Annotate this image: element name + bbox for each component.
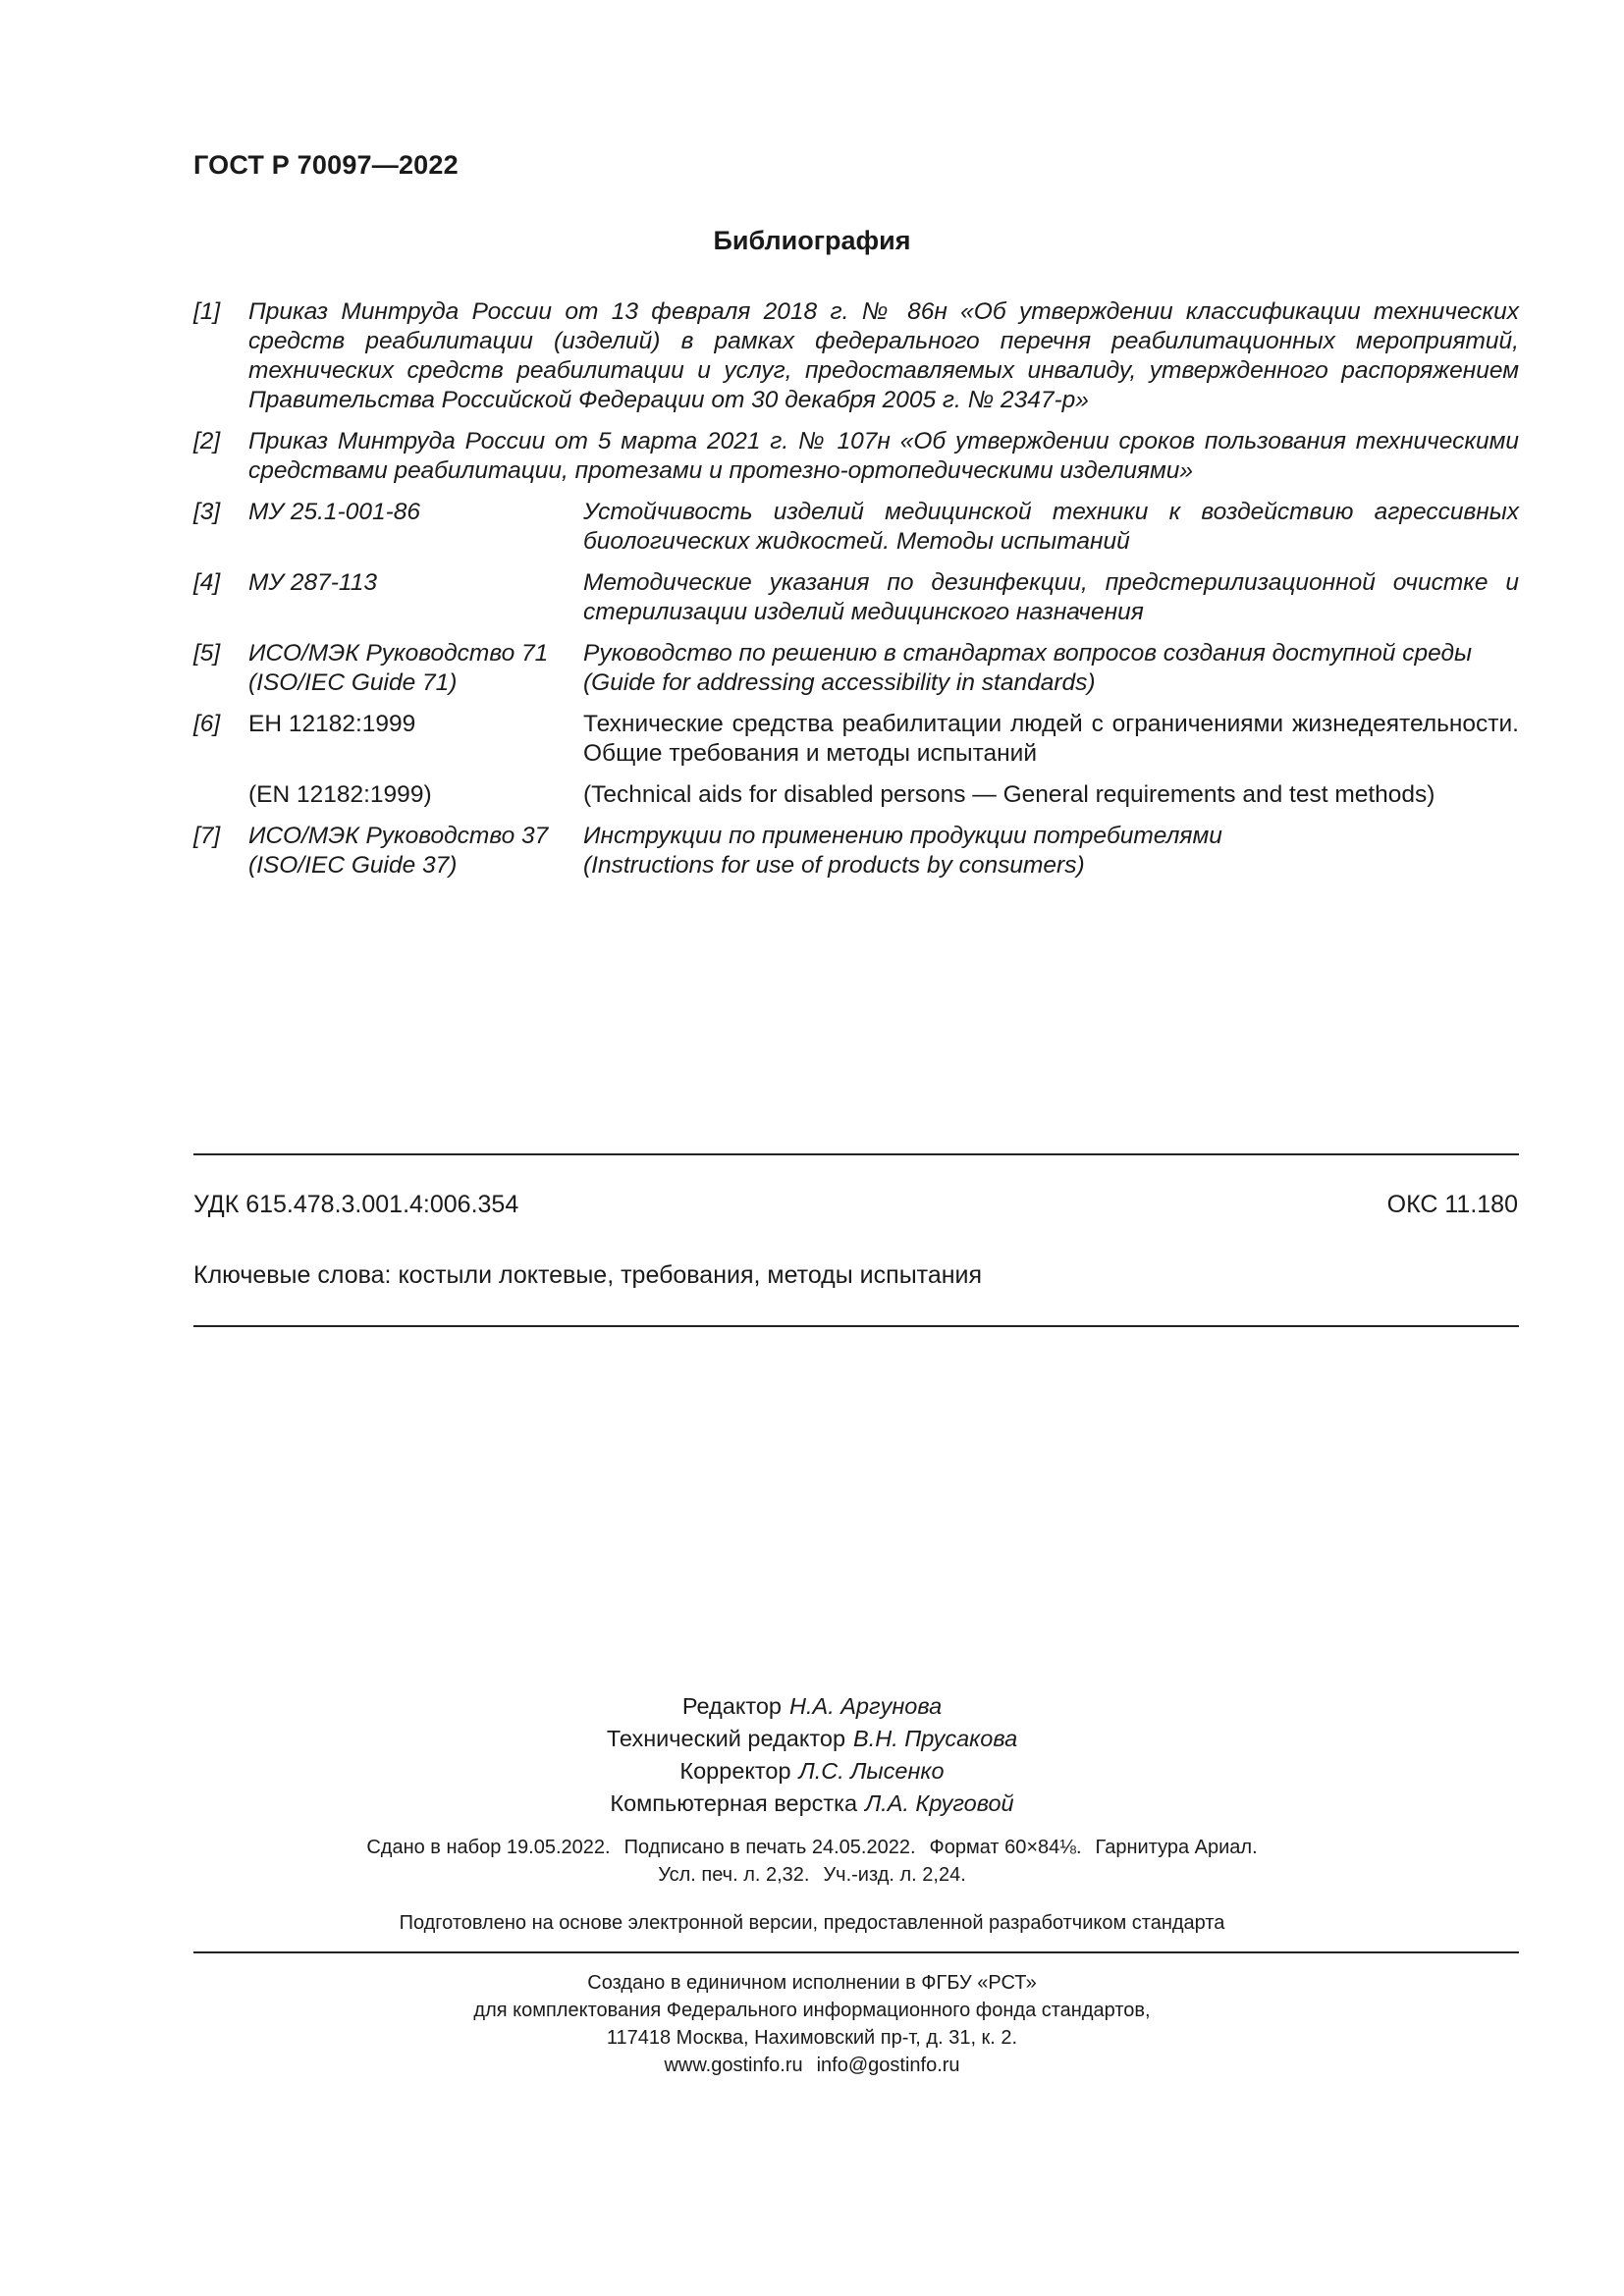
bibliography-list	[193, 297, 1519, 892]
entry-code-line: (ISO/IEC Guide 71)	[248, 669, 458, 696]
entry-code	[248, 822, 583, 881]
entry-number: [6]	[193, 711, 221, 737]
entry-description	[583, 822, 1519, 881]
entry-number: [1]	[193, 298, 221, 325]
bibliography-entry-5	[193, 639, 1519, 698]
submitted-date: Сдано в набор 19.05.2022.	[366, 1837, 611, 1858]
entry-number: [5]	[193, 640, 221, 667]
entry-description	[583, 639, 1519, 698]
credit-line	[0, 1788, 1624, 1820]
publication-line-1	[0, 1834, 1624, 1861]
publisher-sheets: Уч.-изд. л. 2,24.	[823, 1864, 966, 1886]
credit-name: В.Н. Прусакова	[853, 1726, 1018, 1751]
footer-line: Создано в единичном исполнении в ФГБУ «РСТ»	[587, 1972, 1037, 1994]
entry-description-line: (Guide for addressing accessibility in standards)	[583, 669, 1096, 696]
entry-code-english: (EN 12182:1999)	[248, 781, 432, 808]
entry-number: [7]	[193, 823, 221, 849]
email-link[interactable]: info@gostinfo.ru	[816, 2055, 960, 2076]
bibliography-entry-7	[193, 822, 1519, 881]
entry-description-line: (Instructions for use of products by consumers)	[583, 852, 1085, 879]
entry-code: МУ 25.1-001-86	[248, 499, 421, 525]
credit-role: Компьютерная верстка	[610, 1790, 858, 1816]
standard-code: ГОСТ Р 70097—2022	[193, 150, 459, 180]
bibliography-entry-6-english	[193, 780, 1519, 810]
credit-role: Корректор	[679, 1758, 791, 1784]
entry-text: Приказ Минтруда России от 13 февраля 2018 г. № 86н «Об утверждении классификации технических средств реабилитации (изделий) в рамках федерального перечня реабилитационных мероприятий, технических средств реабилитации и услуг, предоставляемых инвалиду, утвержденного распоряжением Правительства Российской Федерации от 30 декабря 2005 г. № 2347-р»	[248, 298, 1519, 413]
bibliography-entry-4	[193, 568, 1519, 627]
entry-description: Устойчивость изделий медицинской техники к воздействию агрессивных биологических жидкостей. Методы испытаний	[583, 499, 1519, 555]
entry-code-line: ИСО/МЭК Руководство 71	[248, 640, 549, 667]
credits-block	[0, 1690, 1624, 1820]
entry-number: [4]	[193, 569, 221, 596]
print-sheets: Усл. печ. л. 2,32.	[658, 1864, 810, 1886]
prepared-note: Подготовлено на основе электронной версии, предоставленной разработчиком стандарта	[399, 1912, 1225, 1934]
entry-description: Методические указания по дезинфекции, предстерилизационной очистке и стерилизации изделий медицинского назначения	[583, 569, 1519, 625]
credit-name: Л.А. Круговой	[865, 1790, 1014, 1816]
publication-line-2	[0, 1861, 1624, 1889]
credit-line	[0, 1723, 1624, 1755]
footer-line: 117418 Москва, Нахимовский пр-т, д. 31, к. 2.	[606, 2027, 1018, 2049]
divider-top	[193, 1153, 1519, 1155]
entry-code-line: ИСО/МЭК Руководство 37	[248, 823, 549, 849]
bibliography-entry-3	[193, 498, 1519, 557]
udk-code: УДК 615.478.3.001.4:006.354	[193, 1191, 519, 1218]
entry-description-line: Руководство по решению в стандартах вопросов создания доступной среды	[583, 640, 1473, 667]
footer-block	[0, 1969, 1624, 2079]
entry-description-line: Инструкции по применению продукции потребителями	[583, 823, 1222, 849]
bibliography-entry-6	[193, 710, 1519, 769]
entry-code: ЕН 12182:1999	[248, 711, 416, 737]
entry-code-line: (ISO/IEC Guide 37)	[248, 852, 458, 879]
footer-line: для комплектования Федерального информационного фонда стандартов,	[473, 2000, 1151, 2021]
website-link[interactable]: www.gostinfo.ru	[664, 2055, 803, 2076]
credit-line	[0, 1755, 1624, 1788]
publication-info	[0, 1834, 1624, 1889]
credit-name: Н.А. Аргунова	[789, 1693, 943, 1719]
bibliography-entry-1	[193, 297, 1519, 415]
bibliography-title: Библиография	[713, 226, 911, 255]
divider-bottom	[193, 1951, 1519, 1953]
entry-number: [3]	[193, 499, 221, 525]
print-format: Формат 60×84⅛.	[929, 1837, 1082, 1858]
entry-description-english: (Technical aids for disabled persons — General requirements and test methods)	[583, 781, 1435, 808]
oks-code: ОКС 11.180	[1386, 1191, 1518, 1218]
entry-description: Технические средства реабилитации людей с ограничениями жизнедеятельности. Общие требования и методы испытаний	[583, 711, 1519, 767]
credit-name: Л.С. Лысенко	[798, 1758, 945, 1784]
entry-code	[248, 639, 583, 698]
credit-role: Редактор	[681, 1693, 783, 1719]
footer-contacts	[0, 2052, 1624, 2079]
credit-line	[0, 1690, 1624, 1723]
typeface: Гарнитура Ариал.	[1095, 1837, 1258, 1858]
divider-middle	[193, 1325, 1519, 1327]
signed-date: Подписано в печать 24.05.2022.	[623, 1837, 916, 1858]
keywords: Ключевые слова: костыли локтевые, требования, методы испытания	[193, 1261, 983, 1289]
entry-number: [2]	[193, 428, 221, 454]
bibliography-entry-2	[193, 427, 1519, 486]
credit-role: Технический редактор	[606, 1726, 846, 1751]
entry-text: Приказ Минтруда России от 5 марта 2021 г. № 107н «Об утверждении сроков пользования техническими средствами реабилитации, протезами и протезно-ортопедическими изделиями»	[248, 428, 1519, 484]
entry-code: МУ 287-113	[248, 569, 377, 596]
